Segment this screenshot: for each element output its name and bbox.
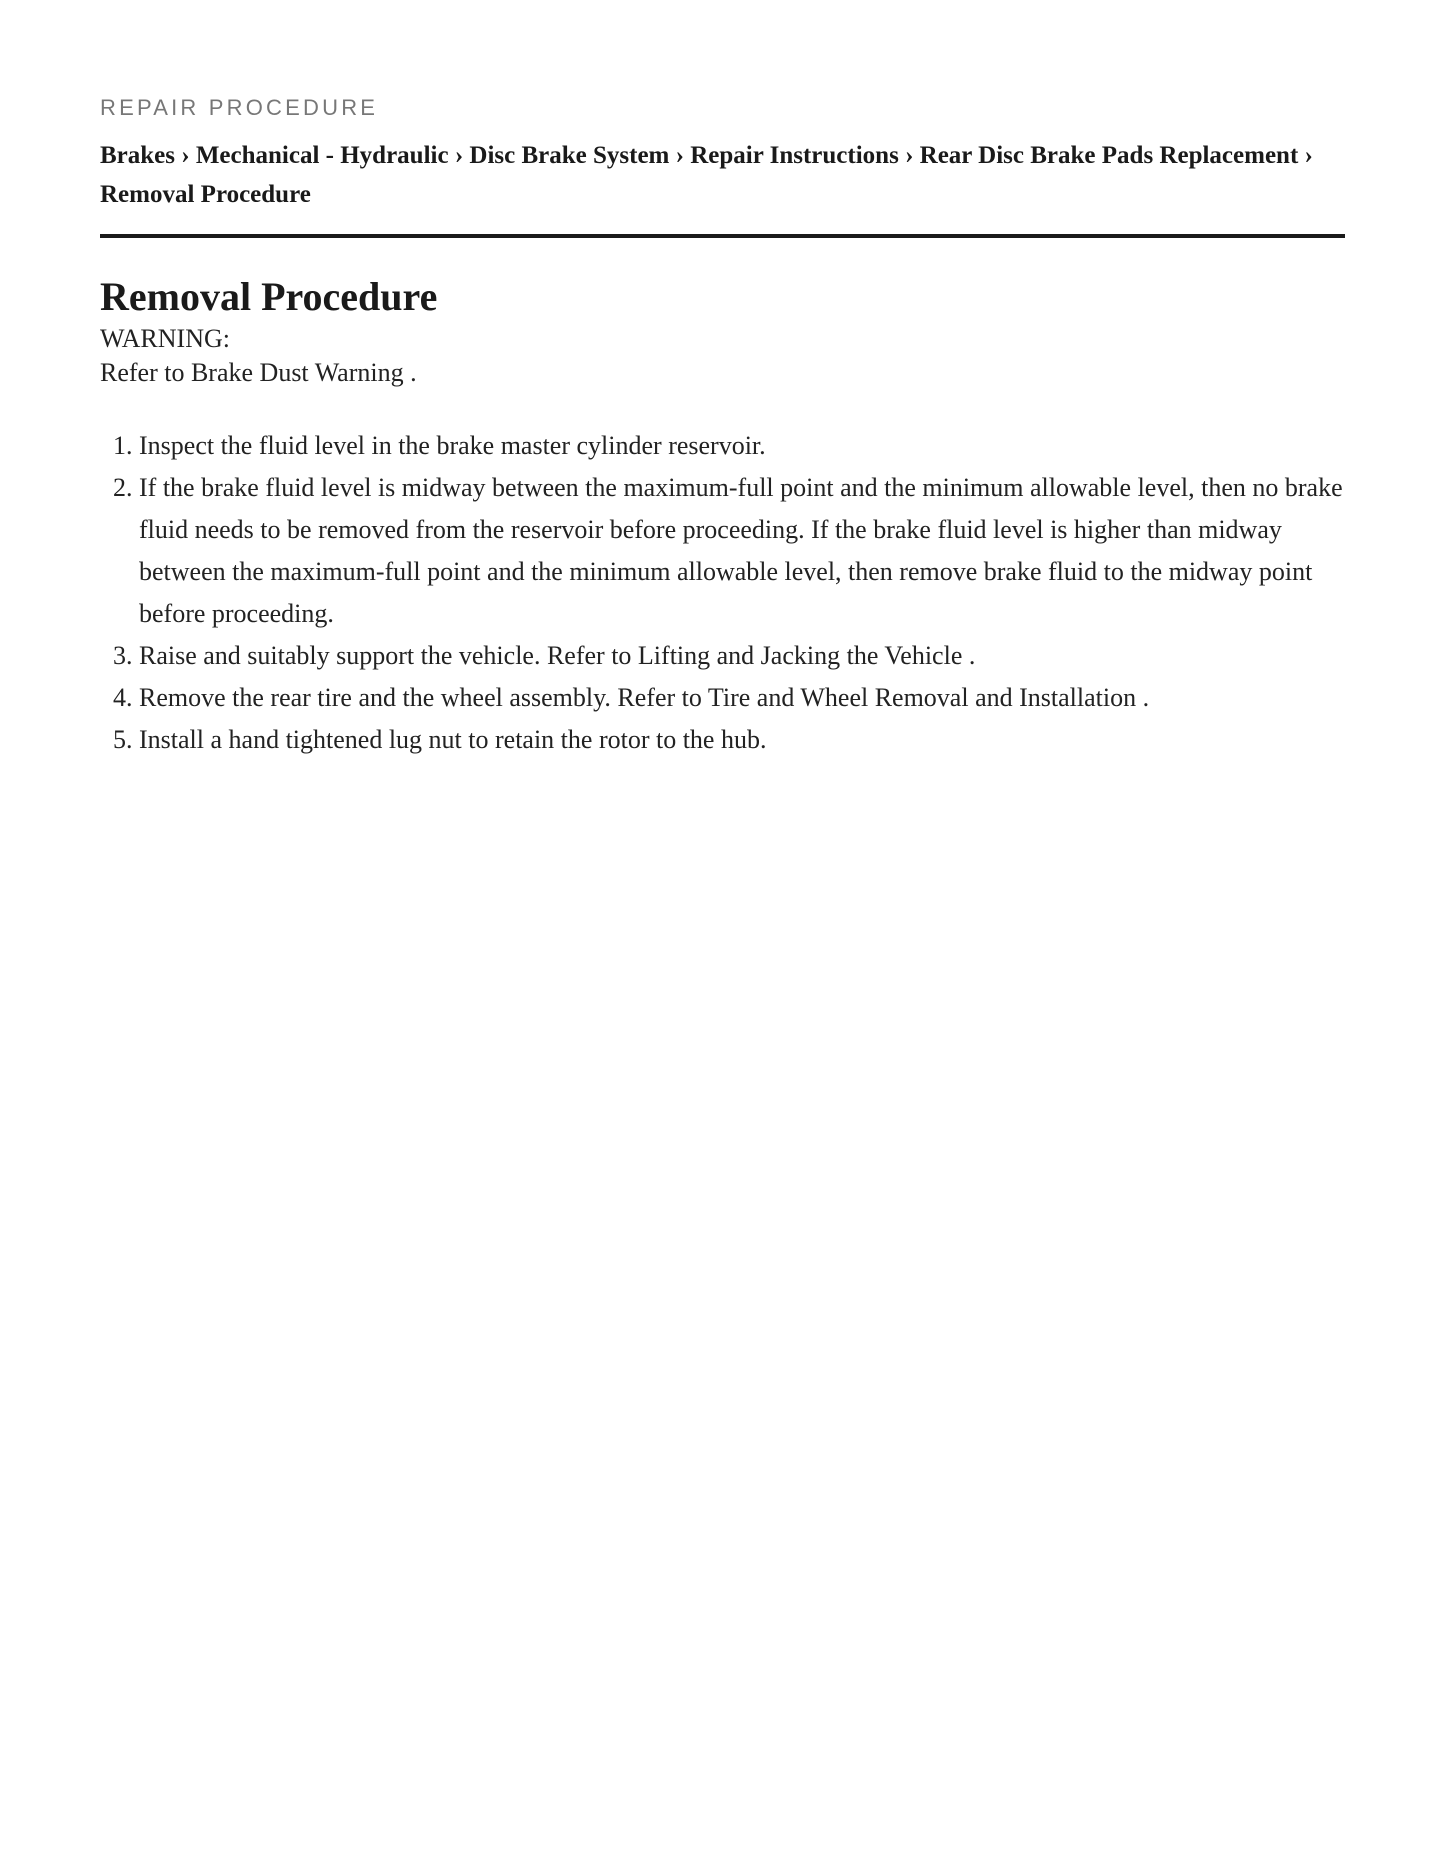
breadcrumb-separator: › <box>454 142 470 169</box>
procedure-step: 3. Raise and suitably support the vehicle. Refer to Lifting and Jacking the Vehicle . <box>139 635 1345 677</box>
header-divider <box>100 234 1345 238</box>
procedure-steps-list <box>100 425 1345 761</box>
document-page <box>100 92 1345 761</box>
breadcrumb-item-repair-instructions[interactable]: Repair Instructions <box>690 142 899 169</box>
procedure-step: 1. Inspect the fluid level in the brake master cylinder reservoir. <box>139 425 1345 467</box>
breadcrumb-separator: › <box>905 142 920 169</box>
procedure-step: 2. If the brake fluid level is midway between the maximum-full point and the minimum allowable level, then no brake fluid needs to be removed from the reservoir before proceeding. If the brake fluid level is higher than midway between the maximum-full point and the minimum allowable level, then remove brake fluid to the midway point before proceeding. <box>139 467 1345 635</box>
procedure-step: 5. Install a hand tightened lug nut to retain the rotor to the hub. <box>139 719 1345 761</box>
breadcrumb-separator: › <box>1304 142 1313 169</box>
page-title: Removal Procedure <box>100 274 438 319</box>
document-kicker: REPAIR PROCEDURE <box>100 95 379 120</box>
breadcrumb-item-mechanical-hydraulic[interactable]: Mechanical - Hydraulic <box>195 142 449 169</box>
procedure-step: 4. Remove the rear tire and the wheel assembly. Refer to Tire and Wheel Removal and Installation . <box>139 677 1345 719</box>
breadcrumb-item-brakes[interactable]: Brakes <box>100 142 175 169</box>
breadcrumb-separator: › <box>181 142 196 169</box>
breadcrumb-item-removal-procedure: Removal Procedure <box>100 181 311 208</box>
breadcrumb-separator: › <box>675 142 691 169</box>
breadcrumb <box>100 136 1345 214</box>
warning-label: WARNING: <box>100 324 230 353</box>
breadcrumb-item-rear-disc-brake-pads-replacement[interactable]: Rear Disc Brake Pads Replacement <box>919 142 1299 169</box>
brake-dust-warning-reference: Refer to Brake Dust Warning . <box>100 358 417 387</box>
breadcrumb-item-disc-brake-system[interactable]: Disc Brake System <box>469 142 670 169</box>
